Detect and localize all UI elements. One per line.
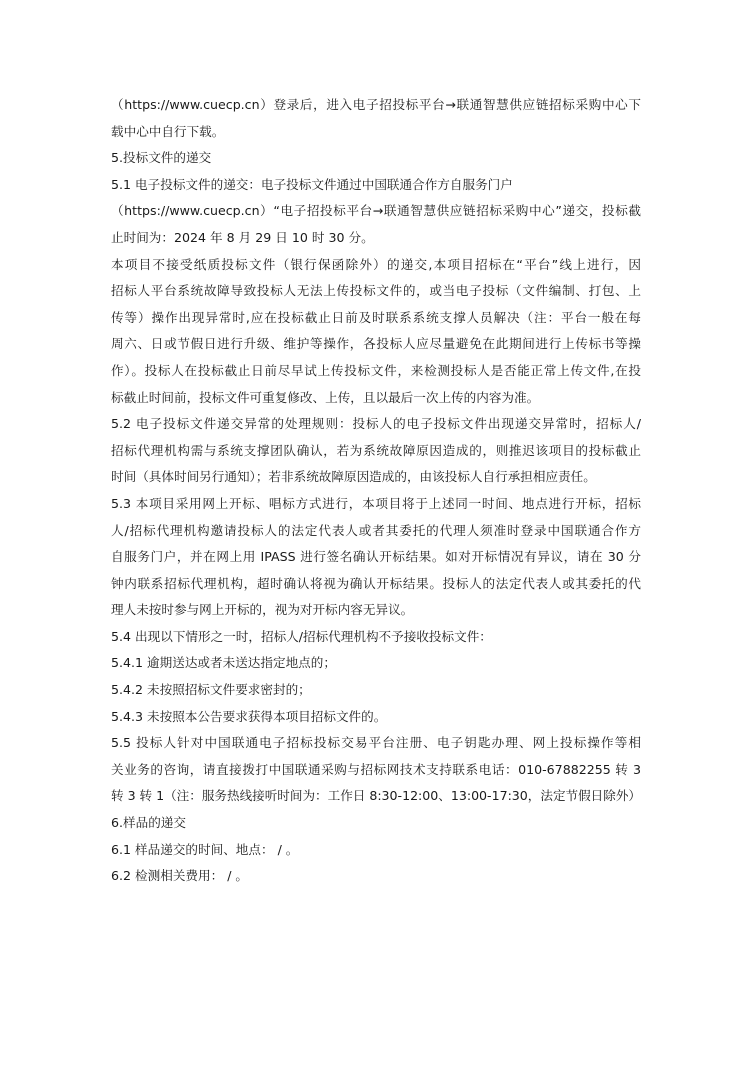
text-line-4: 5.1 电子投标文件的递交：电子投标文件通过中国联通合作方自服务门户 [111,176,513,192]
text-line-26: 关业务的咨询，请直接拨打中国联通采购与招标网技术支持联系电话：010-67882255 转 3 [111,761,641,777]
text-line-5: （https://www.cuecp.cn）“电子招投标平台→联通智慧供应链招标采购中心”递交，投标截 [111,203,641,219]
text-line-1: （https://www.cuecp.cn）登录后，进入电子招投标平台→联通智慧供应链招标采购中心下 [111,97,641,112]
text-line-23: 5.4.2 未按照招标文件要求密封的； [111,682,311,698]
text-line-9: 传等）操作出现异常时,应在投标截止日前及时联系系统支撑人员解决（注：平台一般在每 [111,309,641,325]
text-line-25: 5.5 投标人针对中国联通电子招标投标交易平台注册、电子钥匙办理、网上投标操作等相 [111,735,641,751]
section-heading-5: 5.投标文件的递交 [111,150,212,166]
section-heading-6: 6.样品的递交 [111,815,186,831]
text-line-6: 止时间为：2024 年 8 月 29 日 10 时 30 分。 [111,229,374,245]
text-line-17: 人/招标代理机构邀请投标人的法定代表人或者其委托的代理人须准时登录中国联通合作方 [111,522,641,538]
text-line-10: 周六、日或节假日进行升级、维护等操作，各投标人应尽量避免在此期间进行上传标书等操 [111,336,641,352]
text-line-21: 5.4 出现以下情形之一时，招标人/招标代理机构不予接收投标文件： [111,628,492,644]
text-line-22: 5.4.1 逾期送达或者未送达指定地点的； [111,655,336,671]
text-line-24: 5.4.3 未按照本公告要求获得本项目招标文件的。 [111,708,387,724]
text-line-30: 6.2 检测相关费用： / 。 [111,868,249,884]
text-line-29: 6.1 样品递交的时间、地点： / 。 [111,841,299,857]
text-line-13: 5.2 电子投标文件递交异常的处理规则：投标人的电子投标文件出现递交异常时，招标人/ [111,416,641,432]
text-line-19: 钟内联系招标代理机构，超时确认将视为确认开标结果。投标人的法定代表人或其委托的代 [111,575,641,591]
text-line-2: 载中心中自行下载。 [111,123,225,139]
text-line-8: 招标人平台系统故障导致投标人无法上传投标文件的，或当电子投标（文件编制、打包、上 [111,283,641,299]
text-line-12: 标截止时间前，投标文件可重复修改、上传，且以最后一次上传的内容为准。 [111,389,540,405]
text-line-27: 转 3 转 1（注：服务热线接听时间为：工作日 8:30-12:00、13:00-17:30，法定节假日除外） [111,788,641,804]
text-line-20: 理人未按时参与网上开标的，视为对开标内容无异议。 [111,602,414,618]
text-line-11: 作）。投标人在投标截止日前尽早试上传投标文件，来检测投标人是否能正常上传文件,在投 [111,362,641,378]
text-line-15: 时间（具体时间另行通知）；若非系统故障原因造成的，由该投标人自行承担相应责任。 [111,469,596,485]
text-line-16: 5.3 本项目采用网上开标、唱标方式进行，本项目将于上述同一时间、地点进行开标，招标 [111,495,641,511]
text-line-7: 本项目不接受纸质投标文件（银行保函除外）的递交,本项目招标在“平台”线上进行，因 [111,256,641,272]
document-body [111,92,641,890]
text-line-14: 招标代理机构需与系统支撑团队确认，若为系统故障原因造成的，则推迟该项目的投标截止 [111,442,641,458]
text-line-18: 自服务门户，并在网上用 IPASS 进行签名确认开标结果。如对开标情况有异议，请在 30 分 [111,549,641,565]
